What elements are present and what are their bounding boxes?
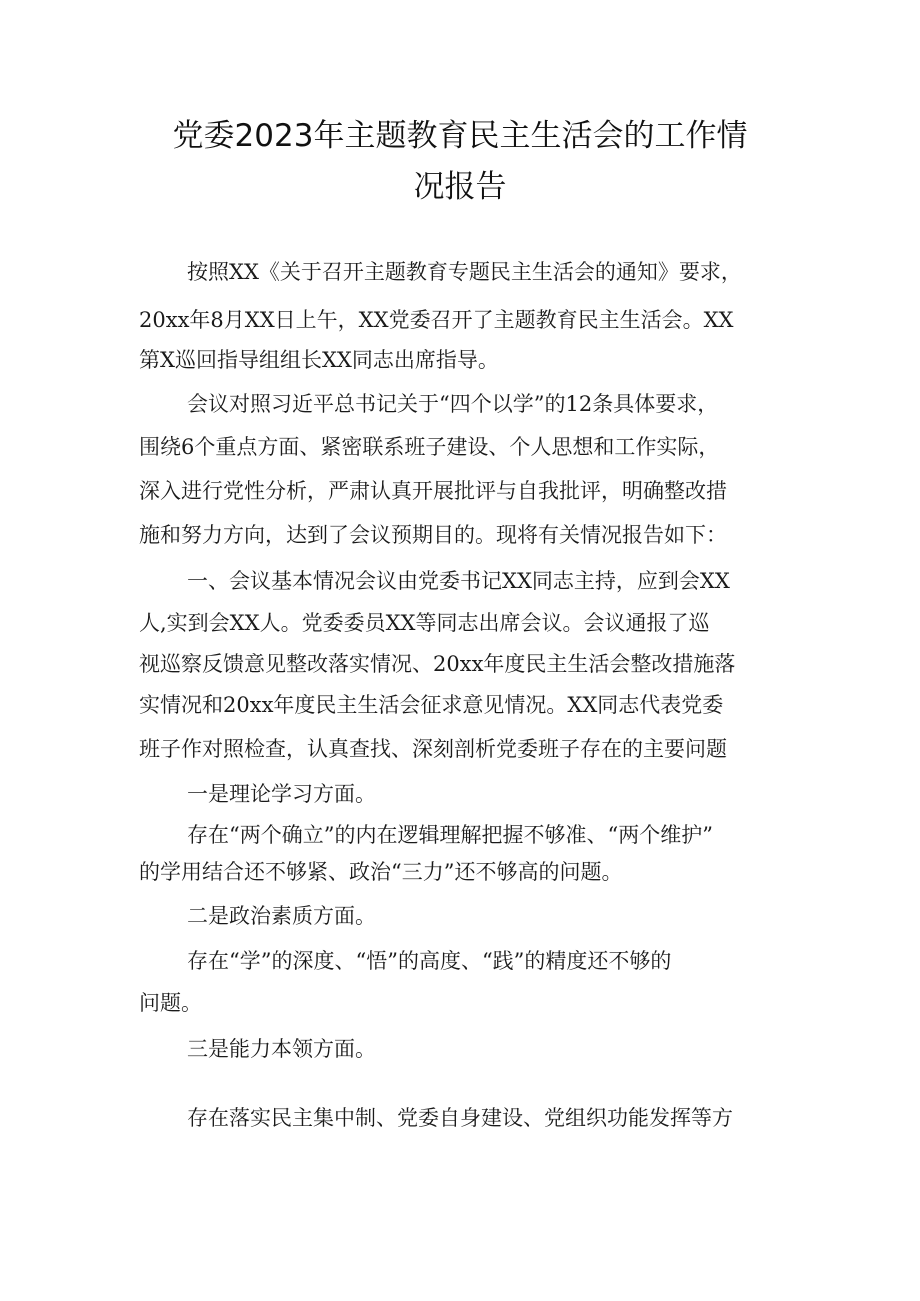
paragraph-line: 存在“学”的深度、“悟”的高度、“践”的精度还不够的 (187, 949, 672, 973)
paragraph-line: 深入进行党性分析，严肃认真开展批评与自我批评，明确整改措 (139, 479, 727, 503)
paragraph-line: 一、会议基本情况会议由党委书记XX同志主持，应到会XX (187, 569, 730, 593)
section-heading: 一是理论学习方面。 (187, 782, 376, 806)
paragraph-line: 施和努力方向，达到了会议预期目的。现将有关情况报告如下： (139, 523, 727, 547)
paragraph-line: 问题。 (139, 991, 202, 1015)
section-heading: 二是政治素质方面。 (187, 904, 376, 928)
paragraph-line: 存在落实民主集中制、党委自身建设、党组织功能发挥等方 (187, 1106, 733, 1130)
document-title-line-2: 况报告 (413, 169, 507, 205)
paragraph-line: 视巡察反馈意见整改落实情况、20xx年度民主生活会整改措施落 (139, 652, 736, 676)
paragraph-line: 实情况和20xx年度民主生活会征求意见情况。XX同志代表党委 (139, 693, 724, 717)
paragraph-line: 存在“两个确立”的内在逻辑理解把握不够准、“两个维护” (187, 823, 713, 847)
section-heading: 三是能力本领方面。 (187, 1037, 376, 1061)
paragraph-line: 20xx年8月XX日上午，XX党委召开了主题教育民主生活会。XX (139, 308, 734, 332)
paragraph-line: 人,实到会XX人。党委委员XX等同志出席会议。会议通报了巡 (139, 611, 710, 635)
paragraph-line: 第X巡回指导组组长XX同志出席指导。 (139, 348, 499, 372)
paragraph-line: 的学用结合还不够紧、政治“三力”还不够高的问题。 (139, 860, 623, 884)
paragraph-line: 班子作对照检查，认真查找、深刻剖析党委班子存在的主要问题 (139, 737, 727, 761)
paragraph-line: 按照XX《关于召开主题教育专题民主生活会的通知》要求， (187, 260, 742, 284)
paragraph-line: 会议对照习近平总书记关于“四个以学”的12条具体要求， (187, 392, 719, 416)
document-title-line-1: 党委2023年主题教育民主生活会的工作情 (172, 118, 748, 154)
paragraph-line: 围绕6个重点方面、紧密联系班子建设、个人思想和工作实际， (139, 435, 720, 459)
